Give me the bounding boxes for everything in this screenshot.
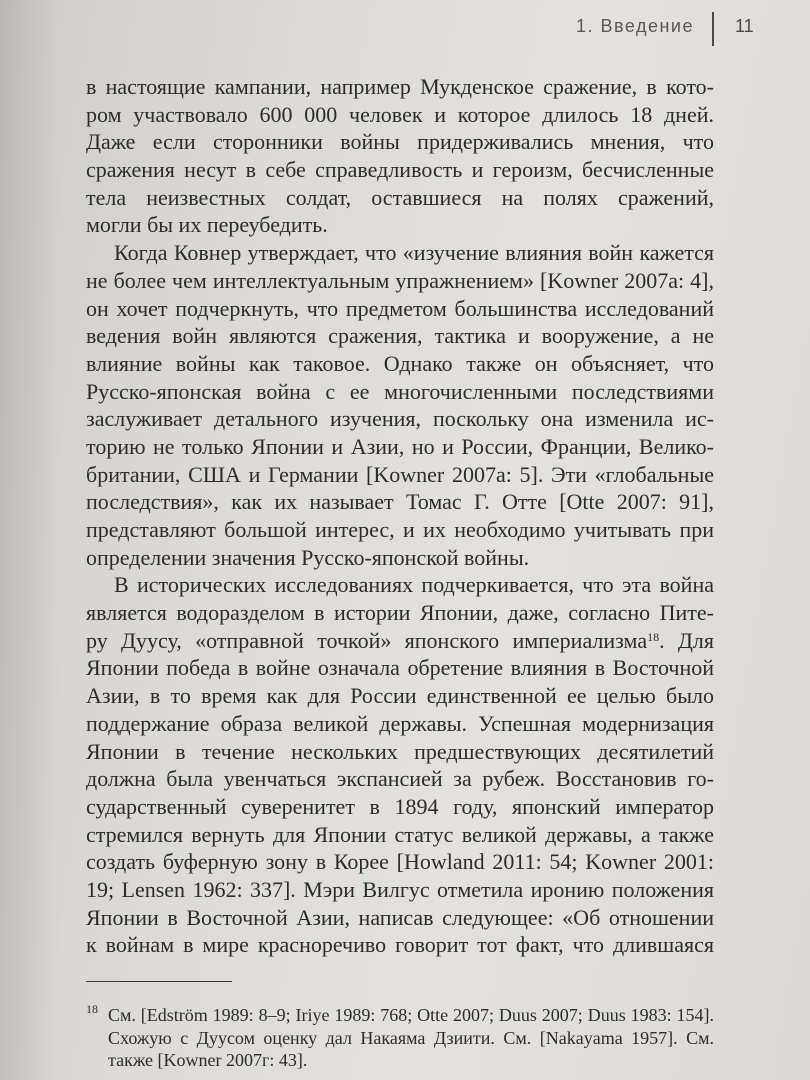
text-fragment: . Для (659, 627, 715, 653)
text-line: он хочет подчеркнуть, что предметом большинства исследований (86, 295, 714, 321)
text-line: торию не только Японии и Азии, но и России, Франции, Велико- (86, 433, 714, 459)
text-fragment: ру Дуусу, «отправной точкой» японского империализма (86, 627, 648, 653)
text-line: могли бы их переубедить. (86, 212, 328, 238)
text-line: последствия», как их называет Томас Г. Отте [Otte 2007: 91], (86, 489, 714, 515)
text-line: должна была увенчаться экспансией за рубеж. Восстановив го- (86, 766, 714, 792)
paragraph-2 (86, 239, 714, 571)
page-number: 11 (735, 16, 754, 36)
footnote-reference[interactable]: 18 (647, 629, 660, 644)
text-line: Японии в Восточной Азии, написав следующее: «Об отношении (86, 904, 714, 930)
text-line: является водоразделом в истории Японии, даже, согласно Пите- (86, 600, 714, 626)
text-line: сражения несут в себе справедливость и героизм, бесчисленные (86, 157, 714, 183)
footnote-line: Схожую с Дуусом оценку дал Накаяма Дзиити. См. [Nakayama 1957]. См. (108, 1027, 714, 1048)
text-line: представляют большой интерес, и их необходимо учитывать при (86, 517, 714, 542)
text-line: Русско-японская война с ее многочисленными последствиями (86, 378, 714, 404)
text-line: ведения войн являются сражения, тактика и вооружение, а не (86, 323, 714, 349)
running-head: 1. Введение (575, 16, 694, 36)
text-line: в настоящие кампании, например Мукденское сражение, в кото- (86, 74, 714, 99)
footnote-number: 18 (86, 1002, 98, 1016)
text-line: Когда Ковнер утверждает, что «изучение влияния войн кажется (114, 240, 714, 266)
header-divider (712, 12, 714, 46)
text-line: Азии, в то время как для России единственной ее целью было (86, 683, 714, 709)
text-line: британии, США и Германии [Kowner 2007a: 5]. Эти «глобальные (86, 461, 714, 487)
page-gutter-shadow (0, 0, 60, 1080)
text-line: определении значения Русско-японской войны. (86, 544, 530, 570)
text-line: влияние войны как таковое. Однако также он объясняет, что (86, 350, 714, 376)
paragraph-1 (86, 73, 714, 239)
footnote-block (86, 1004, 714, 1072)
footnote-text (108, 1004, 714, 1072)
text-line: Японии в течение нескольких предшествующих десятилетий (86, 738, 714, 764)
text-line: заслуживает детального изучения, поскольку она изменила ис- (86, 406, 714, 432)
text-line: сударственный суверенитет в 1894 году, японский император (86, 793, 714, 819)
footnote-line: также [Kowner 2007г: 43]. (108, 1050, 308, 1070)
text-line: Даже если сторонники войны придерживались мнения, что (86, 129, 714, 155)
text-line: 19; Lensen 1962: 337]. Мэри Вилгус отметила иронию положения (86, 876, 714, 902)
text-line: ром участвовало 600 000 человек и которое длилось 18 дней. (86, 101, 714, 127)
text-line: В исторических исследованиях подчеркивается, что эта война (114, 572, 714, 598)
text-line: поддержание образа великой державы. Успешная модернизация (86, 710, 714, 736)
main-text (86, 73, 714, 959)
footnote-line: См. [Edström 1989: 8–9; Iriye 1989: 768; Otte 2007; Duus 2007; Duus 1983: 154]. (108, 1005, 714, 1025)
paragraph-3 (86, 571, 714, 959)
text-line-with-footnote (86, 627, 714, 655)
text-line: не более чем интеллектуальным упражнением» [Kowner 2007a: 4], (86, 267, 714, 293)
text-line: тела неизвестных солдат, оставшиеся на полях сражений, (86, 184, 714, 210)
text-line: создать буферную зону в Корее [Howland 2011: 54; Kowner 2001: (86, 849, 714, 875)
text-line: Японии победа в войне означала обретение влияния в Восточной (86, 655, 714, 681)
footnote-separator (86, 981, 232, 982)
text-line: стремился вернуть для Японии статус великой державы, а также (86, 821, 714, 847)
text-line: к войнам в мире красноречиво говорит тот факт, что длившаяся (86, 932, 714, 958)
page-header (0, 12, 810, 42)
